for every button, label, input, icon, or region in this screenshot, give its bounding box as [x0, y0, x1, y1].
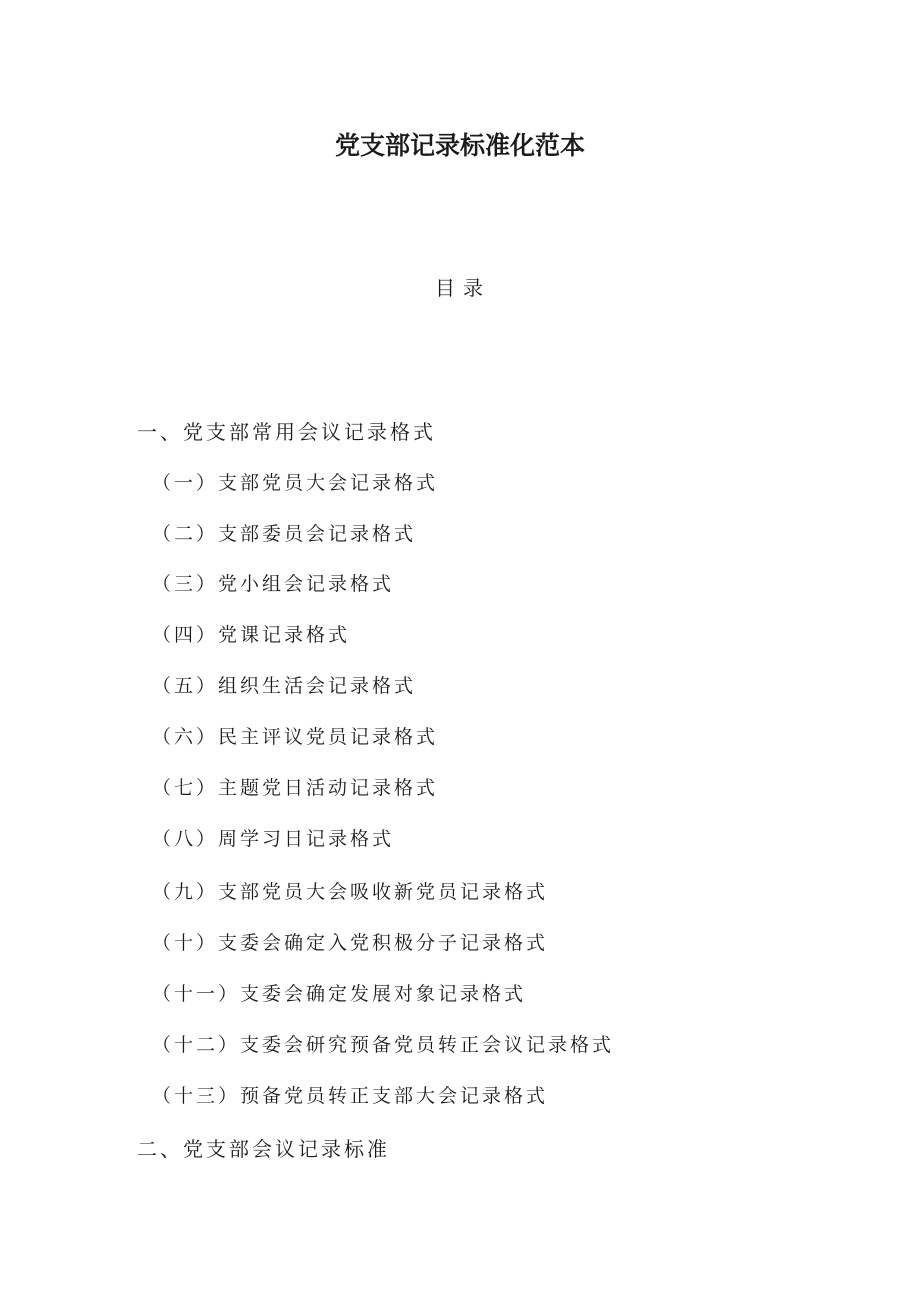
toc-heading: 目录	[435, 276, 491, 300]
toc-item-5: （五）组织生活会记录格式	[152, 675, 417, 697]
toc-item-8: （八）周学习日记录格式	[152, 828, 395, 850]
toc-item-1: （一）支部党员大会记录格式	[152, 472, 439, 494]
toc-item-4: （四）党课记录格式	[152, 624, 351, 646]
toc-item-12: （十二）支委会研究预备党员转正会议记录格式	[152, 1034, 615, 1056]
toc-item-7: （七）主题党日活动记录格式	[152, 777, 439, 799]
toc-item-10: （十）支委会确定入党积极分子记录格式	[152, 932, 549, 954]
toc-section-2: 二、党支部会议记录标准	[137, 1137, 390, 1161]
toc-item-9: （九）支部党员大会吸收新党员记录格式	[152, 881, 549, 903]
document-title: 党支部记录标准化范本	[334, 131, 585, 160]
toc-section-1: 一、党支部常用会议记录格式	[137, 420, 436, 444]
toc-item-11: （十一）支委会确定发展对象记录格式	[152, 983, 527, 1005]
toc-item-3: （三）党小组会记录格式	[152, 573, 395, 595]
toc-item-2: （二）支部委员会记录格式	[152, 523, 417, 545]
toc-item-13: （十三）预备党员转正支部大会记录格式	[152, 1085, 549, 1107]
toc-item-6: （六）民主评议党员记录格式	[152, 726, 439, 748]
